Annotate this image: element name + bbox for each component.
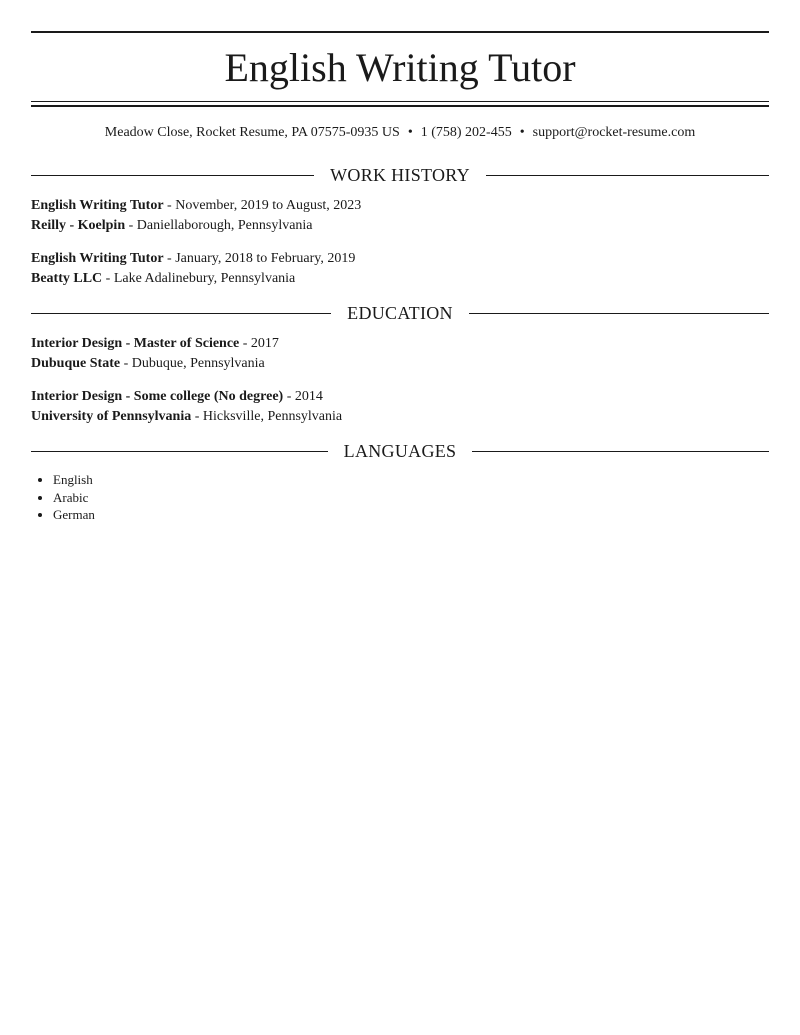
education-degree: Interior Design - Some college (No degree) — [31, 389, 284, 404]
work-entry-company-line — [31, 216, 769, 236]
education-school: University of Pennsylvania — [31, 409, 192, 424]
contact-address: Meadow Close, Rocket Resume, PA 07575-0935 US — [104, 125, 400, 140]
education-location: - Hicksville, Pennsylvania — [191, 409, 343, 424]
work-location: - Daniellaborough, Pennsylvania — [125, 218, 313, 233]
work-company: Beatty LLC — [31, 271, 103, 286]
heading-rule-left — [31, 451, 328, 452]
languages-list — [31, 471, 95, 524]
work-entry — [31, 249, 769, 289]
work-entry — [31, 196, 769, 236]
language-item: • German — [53, 506, 95, 524]
work-location: - Lake Adalinebury, Pennsylvania — [102, 271, 296, 286]
heading-rule-right — [469, 313, 769, 314]
work-dates: - January, 2018 to February, 2019 — [163, 251, 356, 266]
contact-phone: 1 (758) 202-455 — [420, 125, 512, 140]
education-degree-line — [31, 387, 769, 407]
contact-separator: • — [407, 125, 413, 140]
languages-heading — [31, 439, 769, 463]
education-label: EDUCATION — [347, 303, 453, 323]
education-entry — [31, 334, 769, 374]
education-heading — [31, 301, 769, 325]
languages-label: LANGUAGES — [343, 441, 457, 461]
contact-line — [31, 123, 769, 143]
education-school: Dubuque State — [31, 356, 121, 371]
education-location: - Dubuque, Pennsylvania — [120, 356, 265, 371]
education-year: - 2017 — [239, 336, 279, 351]
education-school-line — [31, 354, 769, 374]
heading-rule-right — [486, 175, 769, 176]
education-degree: Interior Design - Master of Science — [31, 336, 240, 351]
work-history-heading — [31, 163, 769, 187]
work-role: English Writing Tutor — [31, 198, 164, 213]
heading-rule-left — [31, 313, 331, 314]
contact-email: support@rocket-resume.com — [532, 125, 696, 140]
work-entry-company-line — [31, 269, 769, 289]
work-history-label: WORK HISTORY — [330, 165, 470, 185]
education-degree-line — [31, 334, 769, 354]
language-item: • Arabic — [53, 489, 95, 507]
heading-rule-right — [472, 451, 769, 452]
title-rule-thin — [31, 101, 769, 102]
education-year: - 2014 — [283, 389, 323, 404]
top-rule — [31, 31, 769, 33]
education-entry — [31, 387, 769, 427]
resume-title: English Writing Tutor — [224, 45, 576, 90]
work-dates: - November, 2019 to August, 2023 — [163, 198, 362, 213]
education-school-line — [31, 407, 769, 427]
work-entry-role-line — [31, 249, 769, 269]
title-rule-thick — [31, 105, 769, 107]
work-company: Reilly - Koelpin — [31, 218, 126, 233]
work-entry-role-line — [31, 196, 769, 216]
contact-separator: • — [519, 125, 525, 140]
work-role: English Writing Tutor — [31, 251, 164, 266]
heading-rule-left — [31, 175, 314, 176]
language-item: • English — [53, 471, 95, 489]
